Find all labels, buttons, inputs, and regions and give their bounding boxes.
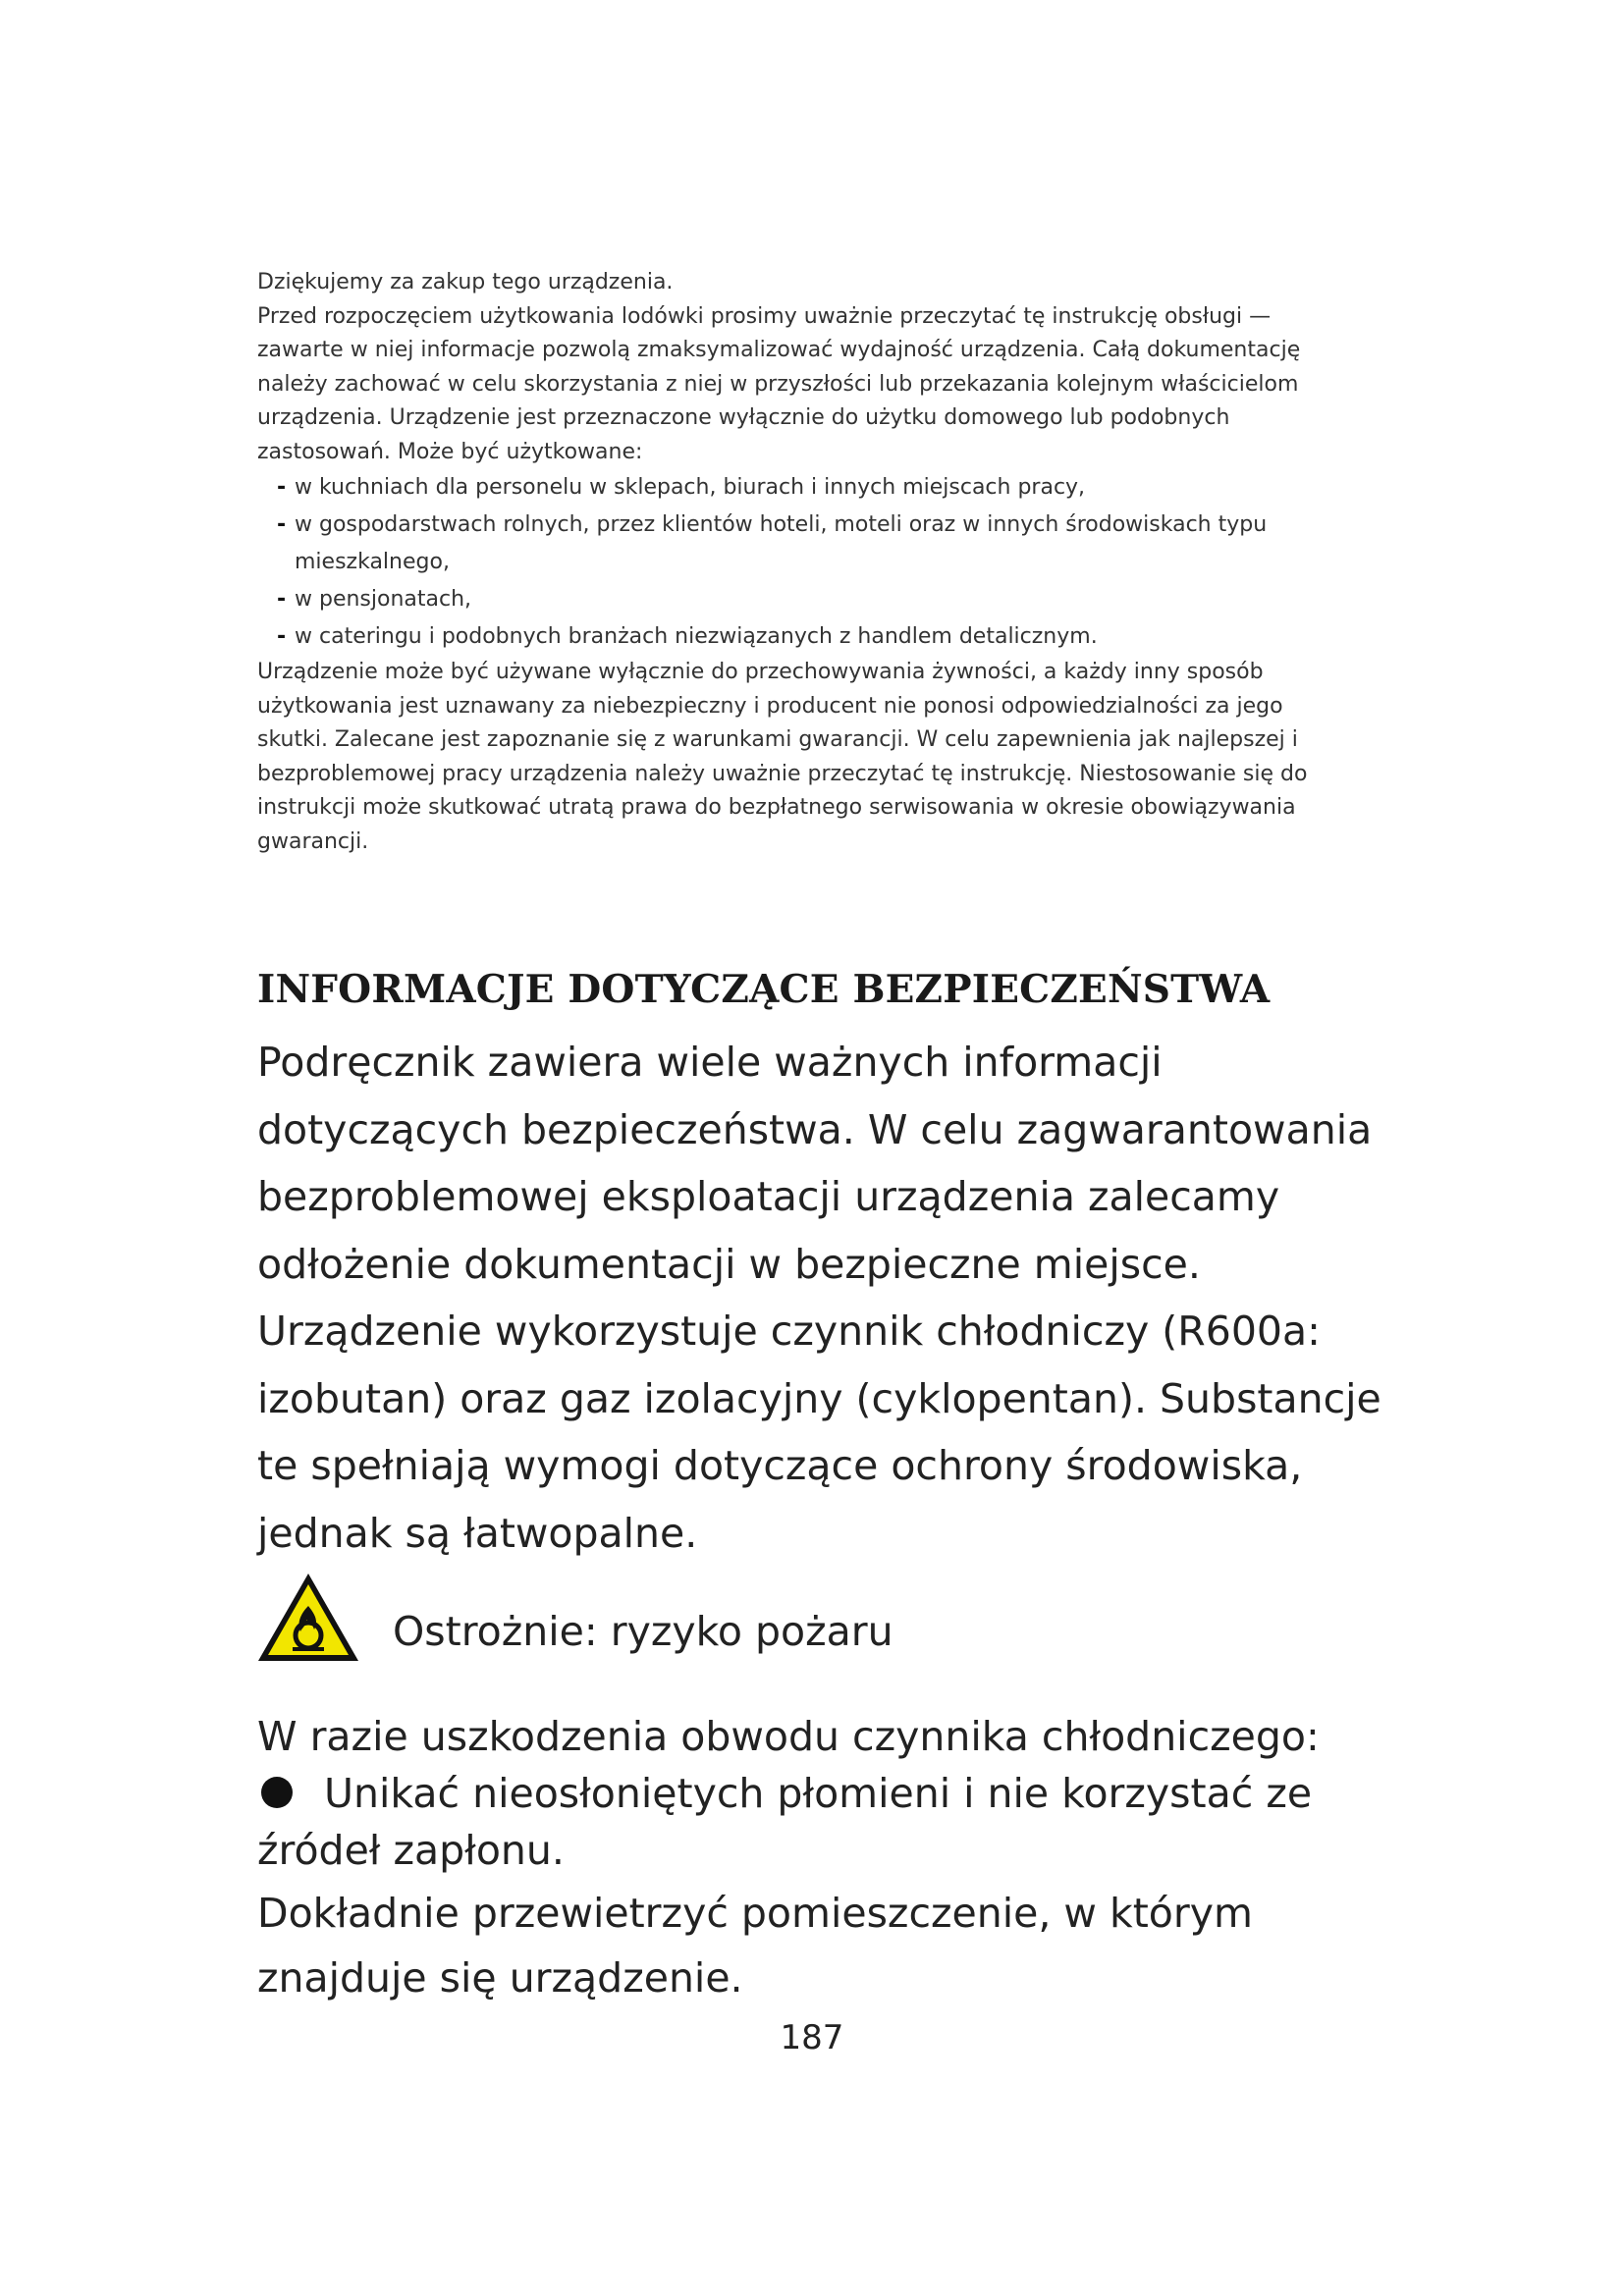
bullet-icon <box>261 1777 293 1808</box>
page-number: 187 <box>780 2018 844 2057</box>
flammable-warning-icon <box>255 1571 361 1665</box>
safety-body-text: Podręcznik zawiera wiele ważnych informacji dotyczących bezpieczeństwa. W celu zagwarantowania bezproblemowej eksploatacji urządzenia zalecamy odłożenie dokumentacji w bezpieczne miejsce. Urządzenie wykorzystuje czynnik chłodniczy (R600a: izobutan) oraz gaz izolacyjny (cyklopentan). Substancje te spełniają wymogi dotyczące ochrony środowiska, jednak są łatwopalne. <box>257 1039 1381 1557</box>
leak-bullet-text: Unikać nieosłoniętych płomieni i nie korzystać ze źródeł zapłonu. <box>257 1770 1313 1874</box>
intro-paragraph-1: Przed rozpoczęciem użytkowania lodówki prosimy uważnie przeczytać tę instrukcję obsługi — zawarte w niej informacje pozwolą zmaksymalizować wydajność urządzenia. Całą dokumentację należy zachować w celu skorzystania z niej w przyszłości lub przekazania kolejnym właścicielom urządzenia. Urządzenie jest przeznaczone wyłącznie do użytku domowego lub podobnych zastosowań. Może być użytkowane: <box>257 303 1301 464</box>
refrigerant-leak-instructions <box>257 1708 1416 2010</box>
usage-list <box>257 469 1357 656</box>
leak-ventilate: Dokładnie przewietrzyć pomieszczenie, w którym znajduje się urządzenie. <box>257 1890 1253 2002</box>
usage-list-item: - w gospodarstwach rolnych, przez klientów hoteli, moteli oraz w innych środowiskach typu mieszkalnego, <box>277 507 1357 581</box>
usage-list-item: - w kuchniach dla personelu w sklepach, biurach i innych miejscach pracy, <box>277 469 1357 507</box>
intro-section <box>257 266 1357 859</box>
intro-lead: Dziękujemy za zakup tego urządzenia. <box>257 270 674 294</box>
usage-list-item: - w pensjonatach, <box>277 581 1357 618</box>
leak-bullet <box>257 1765 1416 1879</box>
leak-intro: W razie uszkodzenia obwodu czynnika chłodniczego: <box>257 1713 1320 1760</box>
usage-list-item: - w cateringu i podobnych branżach niezwiązanych z handlem detalicznym. <box>277 618 1357 656</box>
safety-heading: INFORMACJE DOTYCZĄCE BEZPIECZEŃSTWA <box>257 967 1271 1012</box>
fire-warning <box>255 1571 1139 1679</box>
intro-paragraph-2: Urządzenie może być używane wyłącznie do przechowywania żywności, a każdy inny sposób użytkowania jest uznawany za niebezpieczny i producent nie ponosi odpowiedzialności za jego skutki. Zalecane jest zapoznanie się z warunkami gwarancji. W celu zapewnienia jak najlepszej i bezproblemowej pracy urządzenia należy uważnie przeczytać tę instrukcję. Niestosowanie się do instrukcji może skutkować utratą prawa do bezpłatnego serwisowania w okresie obowiązywania gwarancji. <box>257 660 1308 854</box>
fire-warning-text: Ostrożnie: ryzyko pożaru <box>393 1608 893 1655</box>
